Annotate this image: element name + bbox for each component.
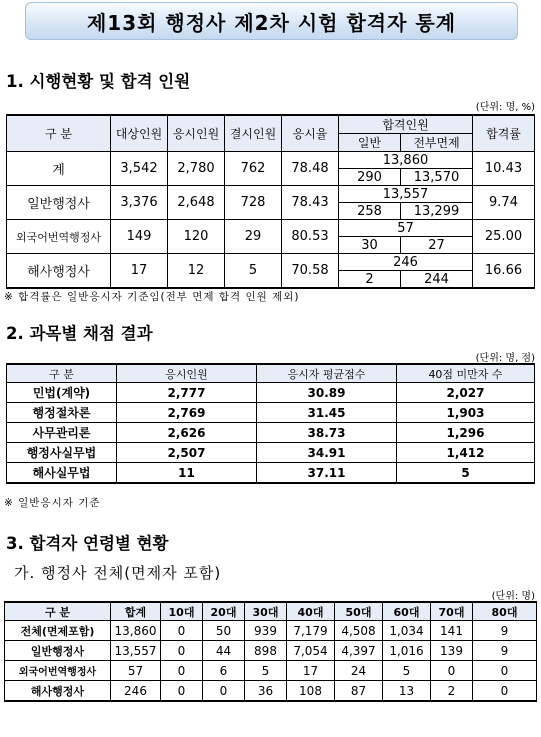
cell-general: 258 — [339, 203, 401, 220]
header-age: 80대 — [473, 602, 537, 621]
subject-score-table — [6, 363, 535, 484]
table-row — [7, 403, 535, 423]
cell-count: 1,016 — [383, 641, 431, 661]
cell-average: 37.11 — [257, 463, 397, 484]
page-title: 제13회 행정사 제2차 시험 합격자 통계 — [25, 2, 518, 40]
header-general: 일반 — [339, 134, 401, 152]
cell-count: 0 — [161, 681, 203, 702]
table-row — [5, 681, 537, 702]
cell-count: 9 — [473, 621, 537, 641]
cell-exempt: 13,299 — [401, 203, 473, 220]
cell-registered: 3,542 — [111, 152, 168, 186]
cell-applicants: 2,769 — [117, 403, 257, 423]
cell-count: 0 — [161, 661, 203, 681]
header-applicants: 응시인원 — [168, 115, 225, 152]
cell-applicants: 12 — [168, 254, 225, 289]
table-row — [7, 383, 535, 403]
cell-count: 5 — [245, 661, 287, 681]
cell-count: 50 — [203, 621, 245, 641]
cell-under-40: 2,027 — [397, 383, 535, 403]
cell-applicants: 2,626 — [117, 423, 257, 443]
cell-applicants: 2,780 — [168, 152, 225, 186]
cell-average: 31.45 — [257, 403, 397, 423]
cell-rate: 78.48 — [282, 152, 339, 186]
cell-absent: 762 — [225, 152, 282, 186]
row-category: 일반행정사 — [7, 186, 111, 220]
cell-rate: 78.43 — [282, 186, 339, 220]
cell-pass-rate: 16.66 — [473, 254, 535, 289]
header-registered: 대상인원 — [111, 115, 168, 152]
cell-count: 17 — [287, 661, 335, 681]
table-row — [5, 661, 537, 681]
header-age: 20대 — [203, 602, 245, 621]
cell-count: 0 — [473, 661, 537, 681]
header-age: 60대 — [383, 602, 431, 621]
section1-note: ※ 합격률은 일반응시자 기준임(전부 면제 합격 인원 제외) — [4, 291, 300, 303]
section2-heading: 2. 과목별 채점 결과 — [6, 324, 153, 343]
cell-exempt: 27 — [401, 237, 473, 254]
header-rate: 응시율 — [282, 115, 339, 152]
subject-name: 행정절차론 — [7, 403, 117, 423]
section3-heading: 3. 합격자 연령별 현황 — [6, 534, 169, 553]
cell-under-40: 5 — [397, 463, 535, 484]
cell-average: 30.89 — [257, 383, 397, 403]
section1-heading: 1. 시행현황 및 합격 인원 — [6, 72, 191, 91]
cell-applicants: 2,777 — [117, 383, 257, 403]
age-table — [4, 601, 537, 702]
cell-general: 30 — [339, 237, 401, 254]
cell-passed-total: 13,557 — [339, 186, 473, 203]
cell-count: 13 — [383, 681, 431, 702]
header-applicants: 응시인원 — [117, 364, 257, 383]
cell-registered: 3,376 — [111, 186, 168, 220]
cell-count: 6 — [203, 661, 245, 681]
header-age: 30대 — [245, 602, 287, 621]
cell-count: 5 — [383, 661, 431, 681]
cell-count: 0 — [203, 681, 245, 702]
cell-exempt: 244 — [401, 271, 473, 289]
cell-count: 939 — [245, 621, 287, 641]
status-table — [6, 114, 535, 289]
cell-average: 34.91 — [257, 443, 397, 463]
cell-under-40: 1,296 — [397, 423, 535, 443]
header-category: 구 분 — [7, 364, 117, 383]
cell-total: 13,557 — [111, 641, 161, 661]
table-row — [7, 463, 535, 484]
header-under-40: 40점 미만자 수 — [397, 364, 535, 383]
section3-subheading: 가. 행정사 전체(면제자 포함) — [14, 564, 222, 582]
cell-under-40: 1,412 — [397, 443, 535, 463]
table-row — [7, 423, 535, 443]
cell-count: 141 — [431, 621, 473, 641]
cell-total: 246 — [111, 681, 161, 702]
cell-applicants: 2,507 — [117, 443, 257, 463]
cell-registered: 17 — [111, 254, 168, 289]
cell-passed-total: 57 — [339, 220, 473, 237]
header-exempt: 전부면제 — [401, 134, 473, 152]
table-row — [5, 641, 537, 661]
cell-count: 0 — [473, 681, 537, 702]
section3-unit: (단위: 명) — [491, 591, 535, 602]
header-absent: 결시인원 — [225, 115, 282, 152]
row-category: 외국어번역행정사 — [7, 220, 111, 254]
cell-count: 7,179 — [287, 621, 335, 641]
cell-total: 13,860 — [111, 621, 161, 641]
cell-absent: 728 — [225, 186, 282, 220]
cell-count: 4,508 — [335, 621, 383, 641]
cell-count: 4,397 — [335, 641, 383, 661]
cell-count: 44 — [203, 641, 245, 661]
subject-name: 사무관리론 — [7, 423, 117, 443]
header-total: 합계 — [111, 602, 161, 621]
cell-count: 36 — [245, 681, 287, 702]
cell-pass-rate: 10.43 — [473, 152, 535, 186]
header-passed: 합격인원 — [339, 115, 473, 134]
cell-count: 139 — [431, 641, 473, 661]
cell-general: 290 — [339, 169, 401, 186]
cell-count: 1,034 — [383, 621, 431, 641]
cell-under-40: 1,903 — [397, 403, 535, 423]
section2-unit: (단위: 명, 점) — [475, 353, 535, 364]
cell-count: 0 — [431, 661, 473, 681]
row-category: 계 — [7, 152, 111, 186]
cell-rate: 70.58 — [282, 254, 339, 289]
cell-count: 24 — [335, 661, 383, 681]
cell-total: 57 — [111, 661, 161, 681]
cell-absent: 29 — [225, 220, 282, 254]
cell-pass-rate: 9.74 — [473, 186, 535, 220]
cell-applicants: 2,648 — [168, 186, 225, 220]
header-average-score: 응시자 평균점수 — [257, 364, 397, 383]
subject-name: 행정사실무법 — [7, 443, 117, 463]
cell-applicants: 11 — [117, 463, 257, 484]
row-category: 해사행정사 — [7, 254, 111, 289]
cell-exempt: 13,570 — [401, 169, 473, 186]
cell-passed-total: 13,860 — [339, 152, 473, 169]
cell-general: 2 — [339, 271, 401, 289]
cell-count: 9 — [473, 641, 537, 661]
cell-rate: 80.53 — [282, 220, 339, 254]
header-pass-rate: 합격률 — [473, 115, 535, 152]
cell-count: 0 — [161, 641, 203, 661]
cell-passed-total: 246 — [339, 254, 473, 271]
cell-average: 38.73 — [257, 423, 397, 443]
cell-pass-rate: 25.00 — [473, 220, 535, 254]
cell-registered: 149 — [111, 220, 168, 254]
subject-name: 해사실무법 — [7, 463, 117, 484]
table-row — [5, 621, 537, 641]
header-age: 40대 — [287, 602, 335, 621]
row-category: 일반행정사 — [5, 641, 111, 661]
cell-absent: 5 — [225, 254, 282, 289]
row-category: 전체(면제포함) — [5, 621, 111, 641]
cell-count: 87 — [335, 681, 383, 702]
row-category: 해사행정사 — [5, 681, 111, 702]
section1-unit: (단위: 명, %) — [475, 102, 535, 113]
header-category: 구 분 — [7, 115, 111, 152]
header-age: 50대 — [335, 602, 383, 621]
cell-count: 2 — [431, 681, 473, 702]
cell-count: 7,054 — [287, 641, 335, 661]
cell-applicants: 120 — [168, 220, 225, 254]
cell-count: 898 — [245, 641, 287, 661]
section2-note: ※ 일반응시자 기준 — [4, 497, 101, 509]
header-category: 구 분 — [5, 602, 111, 621]
row-category: 외국어번역행정사 — [5, 661, 111, 681]
cell-count: 0 — [161, 621, 203, 641]
header-age: 70대 — [431, 602, 473, 621]
header-age: 10대 — [161, 602, 203, 621]
table-row — [7, 443, 535, 463]
subject-name: 민법(계약) — [7, 383, 117, 403]
cell-count: 108 — [287, 681, 335, 702]
